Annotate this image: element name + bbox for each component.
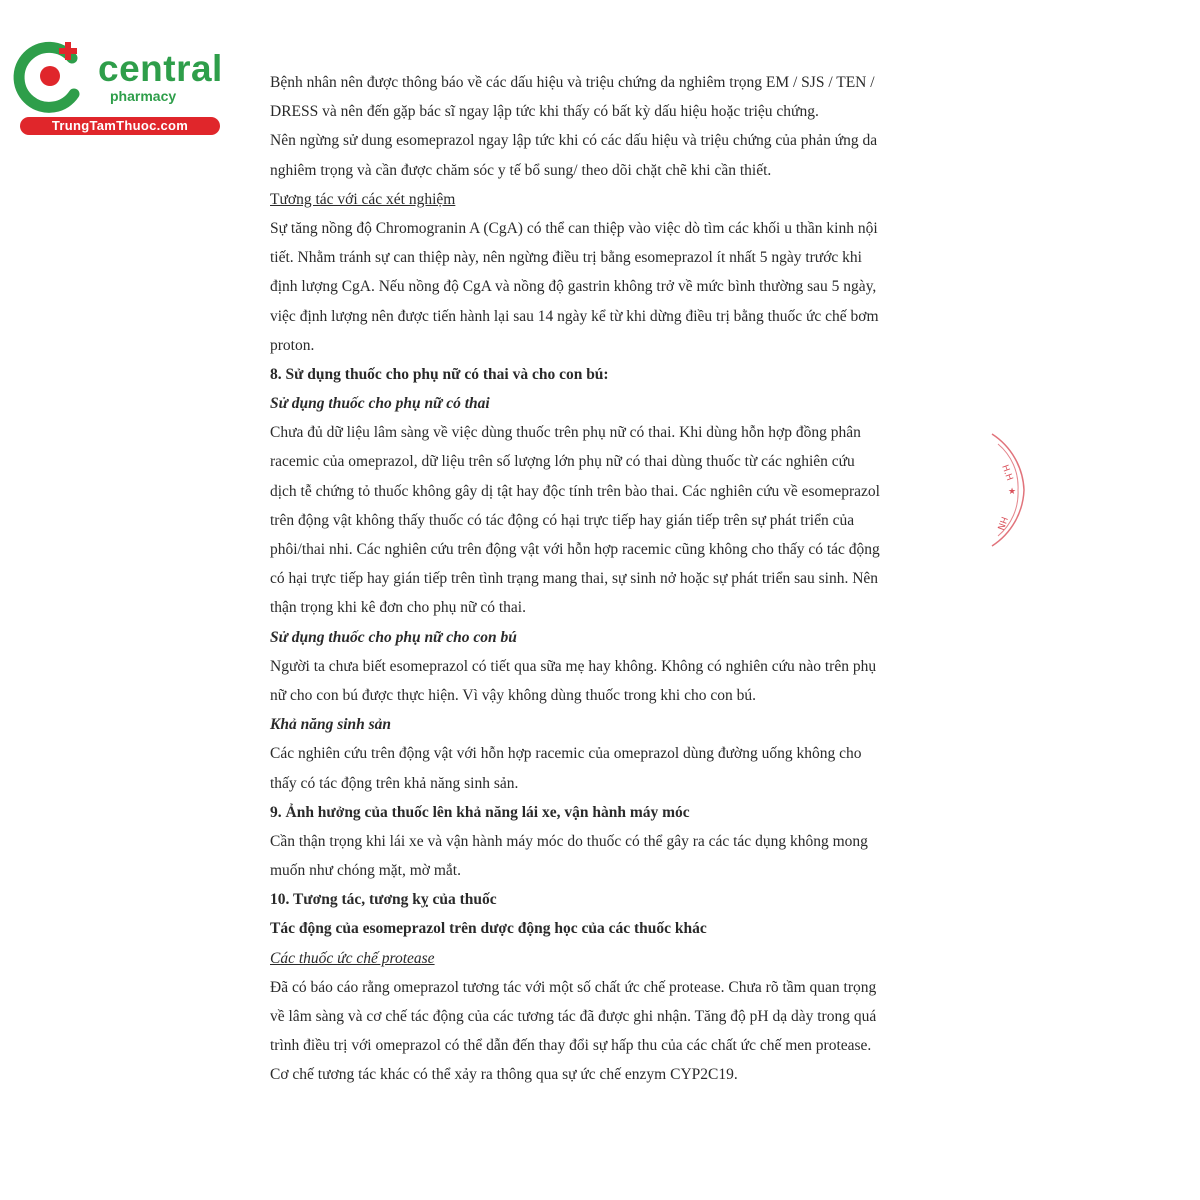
body-text-line: về lâm sàng và cơ chế tác động của các tương tác đã được ghi nhận. Tăng độ pH dạ dày trong quá	[270, 1008, 877, 1025]
body-text-line: Các nghiên cứu trên động vật với hỗn hợp racemic của omeprazol dùng đường uống không cho	[270, 745, 862, 763]
section-heading: 10. Tương tác, tương kỵ của thuốc	[270, 891, 497, 909]
brand-logo	[10, 36, 223, 136]
body-text-line: Đã có báo cáo rằng omeprazol tương tác với một số chất ức chế protease. Chưa rõ tầm quan trọng	[270, 978, 877, 996]
subsection-heading: Sử dụng thuốc cho phụ nữ có thai	[270, 395, 490, 413]
body-text-line: Nên ngừng sử dung esomeprazol ngay lập tức khi có các dấu hiệu và triệu chứng của phản ứng da	[270, 132, 878, 150]
seal-stamp	[988, 430, 1028, 550]
subsection-heading: Khả năng sinh sản	[270, 716, 392, 734]
logo-brand-text: central	[98, 48, 223, 89]
subsection-heading: Sử dụng thuốc cho phụ nữ cho con bú	[270, 628, 517, 646]
svg-text:H.H: H.H	[999, 463, 1015, 483]
logo-site-band: TrungTamThuoc.com	[20, 117, 220, 135]
subheading-underlined-italic: Các thuốc ức chế protease	[270, 949, 435, 967]
body-text-line: Chưa đủ dữ liệu lâm sàng về việc dùng thuốc trên phụ nữ có thai. Khi dùng hỗn hợp đồng phân	[270, 424, 861, 442]
document-body	[270, 74, 942, 1096]
body-text-line: dịch tễ chứng tỏ thuốc không gây dị tật hay độc tính trên bào thai. Các nghiên cứu về esomeprazol	[270, 482, 880, 500]
body-text-line: thận trọng khi kê đơn cho phụ nữ có thai.	[270, 599, 526, 617]
section-heading: 8. Sử dụng thuốc cho phụ nữ có thai và cho con bú:	[270, 365, 609, 383]
body-text-line: racemic của omeprazol, dữ liệu trên số lượng lớn phụ nữ có thai dùng thuốc từ các nghiên cứu	[270, 453, 855, 471]
body-text-line: nghiêm trọng và cần được chăm sóc y tế bổ sung/ theo dõi chặt chẽ khi cần thiết.	[270, 161, 772, 179]
logo-mark-icon	[10, 36, 94, 116]
body-text-line: Người ta chưa biết esomeprazol có tiết qua sữa mẹ hay không. Không có nghiên cứu nào trên phụ	[270, 657, 877, 675]
body-text-line: định lượng CgA. Nếu nồng độ CgA và nồng độ gastrin không trở về mức bình thường sau 5 ngày,	[270, 278, 877, 296]
section-heading: Tác động của esomeprazol trên dược động học của các thuốc khác	[270, 920, 707, 938]
svg-text:★: ★	[1008, 487, 1017, 497]
body-text-line: Sự tăng nồng độ Chromogranin A (CgA) có thể can thiệp vào việc dò tìm các khối u thần kinh nội	[270, 219, 878, 237]
body-text-line: DRESS và nên đến gặp bác sĩ ngay lập tức khi thấy có bất kỳ dấu hiệu hoặc triệu chứng.	[270, 103, 819, 121]
body-text-line: có hại trực tiếp hay gián tiếp trên tình trạng mang thai, sự sinh nở hoặc sự phát triển sau sinh. Nên	[270, 570, 879, 588]
body-text-line: trình điều trị với omeprazol có thể dẫn đến thay đổi sự hấp thu của các chất ức chế men protease.	[270, 1037, 872, 1055]
body-text-line: trên động vật không thấy thuốc có tác động có hại trực tiếp hay gián tiếp trên sự phát triển của	[270, 511, 855, 529]
body-text-line: muốn như chóng mặt, mờ mắt.	[270, 862, 461, 880]
subheading-underlined: Tương tác với các xét nghiệm	[270, 190, 456, 208]
body-text-line: Cơ chế tương tác khác có thể xảy ra thông qua sự ức chế enzym CYP2C19.	[270, 1066, 738, 1084]
body-text-line: proton.	[270, 336, 315, 354]
body-text-line: Bệnh nhân nên được thông báo về các dấu hiệu và triệu chứng da nghiêm trọng EM / SJS / TEN /	[270, 74, 875, 91]
logo-sub-text: pharmacy	[110, 88, 177, 104]
body-text-line: việc định lượng nên được tiến hành lại sau 14 ngày kể từ khi dừng điều trị bằng thuốc ức chế bơm	[270, 307, 879, 325]
body-text-line: phôi/thai nhi. Các nghiên cứu trên động vật với hỗn hợp racemic cũng không cho thấy có tác động	[270, 541, 880, 558]
body-text-line: nữ cho con bú được thực hiện. Vì vậy không dùng thuốc trong khi cho con bú.	[270, 686, 756, 704]
body-text-line: thấy có tác động trên khả năng sinh sản.	[270, 774, 519, 792]
section-heading: 9. Ảnh hưởng của thuốc lên khả năng lái xe, vận hành máy móc	[270, 803, 690, 821]
body-text-line: tiết. Nhằm tránh sự can thiệp này, nên ngừng điều trị bằng esomeprazol ít nhất 5 ngày trước khi	[270, 249, 862, 267]
body-text-line: Cần thận trọng khi lái xe và vận hành máy móc do thuốc có thể gây ra các tác dụng không mong	[270, 832, 868, 850]
svg-text:HN: HN	[994, 514, 1009, 532]
